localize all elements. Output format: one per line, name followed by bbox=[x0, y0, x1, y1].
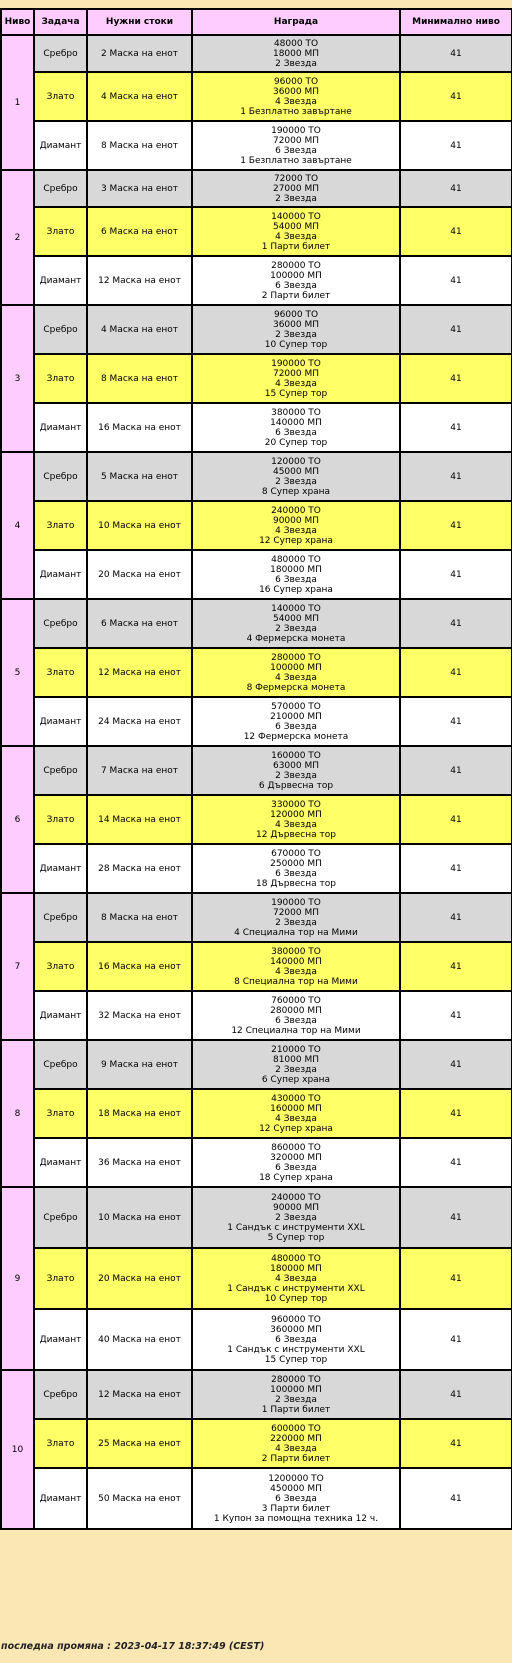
goods-cell: 8 Маска на енот bbox=[87, 354, 192, 403]
reward-line: 480000 TO bbox=[271, 1253, 321, 1264]
reward-line: 1 Купон за помощна техника 12 ч. bbox=[213, 1513, 379, 1524]
table-row bbox=[1, 893, 512, 942]
task-cell: Диамант bbox=[34, 1138, 87, 1187]
reward-line: 100000 МП bbox=[270, 270, 322, 281]
table-row bbox=[1, 697, 512, 746]
reward-line: 6 Звезда bbox=[275, 1162, 317, 1173]
reward-line: 1 Сандък с инструменти XXL bbox=[227, 1344, 365, 1355]
task-cell: Сребро bbox=[34, 1040, 87, 1089]
reward-line: 1 Парти билет bbox=[261, 241, 331, 252]
reward-cell bbox=[192, 1138, 400, 1187]
reward-line: 240000 TO bbox=[271, 1192, 321, 1203]
goods-cell: 8 Маска на енот bbox=[87, 893, 192, 942]
reward-cell bbox=[192, 746, 400, 795]
task-cell: Сребро bbox=[34, 452, 87, 501]
reward-line: 6 Звезда bbox=[275, 721, 317, 732]
reward-line: 480000 TO bbox=[271, 554, 321, 565]
min-level-cell: 41 bbox=[400, 35, 512, 72]
reward-line: 27000 МП bbox=[272, 183, 320, 194]
min-level-cell: 41 bbox=[400, 1370, 512, 1419]
min-level-cell: 41 bbox=[400, 991, 512, 1040]
reward-line: 2 Звезда bbox=[275, 58, 317, 69]
reward-line: 20 Супер тор bbox=[264, 437, 328, 448]
min-level-cell: 41 bbox=[400, 452, 512, 501]
table-row bbox=[1, 1370, 512, 1419]
reward-line: 450000 МП bbox=[270, 1483, 322, 1494]
task-cell: Диамант bbox=[34, 697, 87, 746]
min-level-cell: 41 bbox=[400, 1040, 512, 1089]
reward-line: 1 Безплатно завъртане bbox=[240, 155, 352, 166]
min-level-cell: 41 bbox=[400, 893, 512, 942]
goods-cell: 8 Маска на енот bbox=[87, 121, 192, 170]
reward-line: 12 Супер храна bbox=[259, 535, 333, 546]
reward-line: 280000 TO bbox=[271, 652, 321, 663]
task-cell: Диамант bbox=[34, 991, 87, 1040]
goods-cell: 10 Маска на енот bbox=[87, 1187, 192, 1248]
reward-line: 12 Супер храна bbox=[259, 1123, 333, 1134]
goods-cell: 50 Маска на енот bbox=[87, 1468, 192, 1529]
min-level-cell: 41 bbox=[400, 354, 512, 403]
task-cell: Злато bbox=[34, 72, 87, 121]
task-cell: Сребро bbox=[34, 170, 87, 207]
reward-cell bbox=[192, 942, 400, 991]
min-level-cell: 41 bbox=[400, 844, 512, 893]
reward-cell bbox=[192, 1370, 400, 1419]
reward-line: 96000 TO bbox=[273, 309, 319, 320]
reward-line: 2 Звезда bbox=[275, 1394, 317, 1405]
table-row bbox=[1, 550, 512, 599]
level-cell: 2 bbox=[1, 170, 34, 305]
reward-line: 160000 TO bbox=[271, 750, 321, 761]
reward-line: 48000 TO bbox=[273, 38, 319, 49]
reward-line: 760000 TO bbox=[271, 995, 321, 1006]
reward-line: 72000 МП bbox=[272, 135, 320, 146]
reward-line: 240000 TO bbox=[271, 505, 321, 516]
reward-line: 180000 МП bbox=[270, 1263, 322, 1274]
min-level-cell: 41 bbox=[400, 795, 512, 844]
level-cell: 9 bbox=[1, 1187, 34, 1370]
reward-line: 2 Звезда bbox=[275, 1064, 317, 1075]
reward-line: 6 Звезда bbox=[275, 1493, 317, 1504]
min-level-cell: 41 bbox=[400, 1089, 512, 1138]
task-cell: Сребро bbox=[34, 1187, 87, 1248]
reward-line: 90000 МП bbox=[272, 515, 320, 526]
header-goods: Нужни стоки bbox=[87, 9, 192, 35]
reward-line: 18000 МП bbox=[272, 48, 320, 59]
reward-line: 380000 TO bbox=[271, 946, 321, 957]
reward-cell bbox=[192, 1468, 400, 1529]
goods-cell: 12 Маска на енот bbox=[87, 256, 192, 305]
task-cell: Диамант bbox=[34, 121, 87, 170]
reward-line: 6 Звезда bbox=[275, 280, 317, 291]
reward-line: 6 Звезда bbox=[275, 574, 317, 585]
level-cell: 8 bbox=[1, 1040, 34, 1187]
reward-cell bbox=[192, 1309, 400, 1370]
reward-cell bbox=[192, 256, 400, 305]
reward-line: 320000 МП bbox=[270, 1152, 322, 1163]
min-level-cell: 41 bbox=[400, 207, 512, 256]
min-level-cell: 41 bbox=[400, 1309, 512, 1370]
goods-cell: 20 Маска на енот bbox=[87, 1248, 192, 1309]
reward-cell bbox=[192, 354, 400, 403]
reward-line: 570000 TO bbox=[271, 701, 321, 712]
reward-line: 670000 TO bbox=[271, 848, 321, 859]
table-row bbox=[1, 170, 512, 207]
goods-cell: 16 Маска на енот bbox=[87, 942, 192, 991]
reward-line: 81000 МП bbox=[272, 1054, 320, 1065]
tasks-table bbox=[0, 8, 512, 1530]
reward-line: 16 Супер храна bbox=[259, 584, 333, 595]
reward-line: 160000 МП bbox=[270, 1103, 322, 1114]
reward-line: 4 Звезда bbox=[275, 378, 317, 389]
reward-line: 54000 МП bbox=[272, 221, 320, 232]
reward-line: 120000 МП bbox=[270, 809, 322, 820]
reward-cell bbox=[192, 795, 400, 844]
table-row bbox=[1, 991, 512, 1040]
min-level-cell: 41 bbox=[400, 403, 512, 452]
task-cell: Сребро bbox=[34, 305, 87, 354]
min-level-cell: 41 bbox=[400, 1138, 512, 1187]
reward-line: 6 Звезда bbox=[275, 427, 317, 438]
task-cell: Диамант bbox=[34, 844, 87, 893]
reward-line: 45000 МП bbox=[272, 466, 320, 477]
reward-line: 4 Звезда bbox=[275, 819, 317, 830]
goods-cell: 18 Маска на енот bbox=[87, 1089, 192, 1138]
table-row bbox=[1, 1138, 512, 1187]
task-cell: Злато bbox=[34, 795, 87, 844]
reward-line: 280000 TO bbox=[271, 260, 321, 271]
task-cell: Злато bbox=[34, 1419, 87, 1468]
table-row bbox=[1, 599, 512, 648]
reward-cell bbox=[192, 207, 400, 256]
reward-cell bbox=[192, 1040, 400, 1089]
goods-cell: 4 Маска на енот bbox=[87, 72, 192, 121]
reward-line: 190000 TO bbox=[271, 125, 321, 136]
min-level-cell: 41 bbox=[400, 121, 512, 170]
reward-cell bbox=[192, 305, 400, 354]
reward-cell bbox=[192, 1419, 400, 1468]
min-level-cell: 41 bbox=[400, 1187, 512, 1248]
reward-line: 140000 TO bbox=[271, 603, 321, 614]
reward-line: 4 Звезда bbox=[275, 1113, 317, 1124]
task-cell: Злато bbox=[34, 1248, 87, 1309]
reward-line: 2 Звезда bbox=[275, 917, 317, 928]
header-level: Ниво bbox=[1, 9, 34, 35]
goods-cell: 28 Маска на енот bbox=[87, 844, 192, 893]
reward-line: 2 Звезда bbox=[275, 476, 317, 487]
goods-cell: 2 Маска на енот bbox=[87, 35, 192, 72]
last-modified-footer: последна промяна : 2023-04-17 18:37:49 (CEST) bbox=[1, 1641, 265, 1652]
reward-line: 8 Фермерска монета bbox=[246, 682, 346, 693]
reward-line: 2 Звезда bbox=[275, 329, 317, 340]
reward-line: 8 Специална тор на Мими bbox=[234, 976, 358, 987]
min-level-cell: 41 bbox=[400, 942, 512, 991]
table-row bbox=[1, 1248, 512, 1309]
reward-line: 15 Супер тор bbox=[264, 1354, 328, 1365]
reward-line: 190000 TO bbox=[271, 358, 321, 369]
reward-line: 12 Фермерска монета bbox=[243, 731, 349, 742]
reward-line: 72000 МП bbox=[272, 368, 320, 379]
reward-line: 1 Сандък с инструменти XXL bbox=[227, 1222, 365, 1233]
reward-line: 8 Супер храна bbox=[261, 486, 331, 497]
reward-line: 120000 TO bbox=[271, 456, 321, 467]
reward-line: 4 Звезда bbox=[275, 1273, 317, 1284]
task-cell: Диамант bbox=[34, 1468, 87, 1529]
table-row bbox=[1, 72, 512, 121]
reward-cell bbox=[192, 121, 400, 170]
tasks-body bbox=[1, 35, 512, 1529]
goods-cell: 32 Маска на енот bbox=[87, 991, 192, 1040]
min-level-cell: 41 bbox=[400, 256, 512, 305]
min-level-cell: 41 bbox=[400, 697, 512, 746]
reward-line: 210000 МП bbox=[270, 711, 322, 722]
table-row bbox=[1, 256, 512, 305]
reward-cell bbox=[192, 452, 400, 501]
reward-line: 140000 TO bbox=[271, 211, 321, 222]
task-cell: Злато bbox=[34, 648, 87, 697]
reward-cell bbox=[192, 599, 400, 648]
goods-cell: 40 Маска на енот bbox=[87, 1309, 192, 1370]
level-cell: 10 bbox=[1, 1370, 34, 1529]
goods-cell: 4 Маска на енот bbox=[87, 305, 192, 354]
reward-line: 4 Звезда bbox=[275, 1443, 317, 1454]
reward-line: 380000 TO bbox=[271, 407, 321, 418]
reward-line: 4 Специална тор на Мими bbox=[234, 927, 358, 938]
reward-line: 2 Звезда bbox=[275, 193, 317, 204]
reward-line: 90000 МП bbox=[272, 1202, 320, 1213]
reward-line: 12 Специална тор на Мими bbox=[231, 1025, 361, 1036]
goods-cell: 25 Маска на енот bbox=[87, 1419, 192, 1468]
reward-line: 4 Звезда bbox=[275, 966, 317, 977]
task-cell: Злато bbox=[34, 501, 87, 550]
table-row bbox=[1, 121, 512, 170]
table-row bbox=[1, 207, 512, 256]
goods-cell: 14 Маска на енот bbox=[87, 795, 192, 844]
goods-cell: 10 Маска на енот bbox=[87, 501, 192, 550]
task-cell: Злато bbox=[34, 942, 87, 991]
reward-line: 220000 МП bbox=[270, 1433, 322, 1444]
table-row bbox=[1, 1309, 512, 1370]
reward-cell bbox=[192, 403, 400, 452]
reward-line: 15 Супер тор bbox=[264, 388, 328, 399]
reward-line: 5 Супер тор bbox=[267, 1232, 325, 1243]
task-cell: Сребро bbox=[34, 1370, 87, 1419]
min-level-cell: 41 bbox=[400, 170, 512, 207]
task-cell: Сребро bbox=[34, 746, 87, 795]
goods-cell: 36 Маска на енот bbox=[87, 1138, 192, 1187]
min-level-cell: 41 bbox=[400, 1248, 512, 1309]
reward-line: 4 Звезда bbox=[275, 672, 317, 683]
reward-cell bbox=[192, 893, 400, 942]
reward-line: 4 Звезда bbox=[275, 96, 317, 107]
reward-line: 250000 МП bbox=[270, 858, 322, 869]
goods-cell: 6 Маска на енот bbox=[87, 207, 192, 256]
task-cell: Злато bbox=[34, 207, 87, 256]
header-reward: Награда bbox=[192, 9, 400, 35]
reward-cell bbox=[192, 35, 400, 72]
reward-line: 100000 МП bbox=[270, 1384, 322, 1395]
reward-line: 6 Супер храна bbox=[261, 1074, 331, 1085]
reward-line: 2 Звезда bbox=[275, 1212, 317, 1223]
min-level-cell: 41 bbox=[400, 1468, 512, 1529]
goods-cell: 6 Маска на енот bbox=[87, 599, 192, 648]
reward-cell bbox=[192, 1248, 400, 1309]
table-row bbox=[1, 844, 512, 893]
reward-line: 3 Парти билет bbox=[261, 1503, 331, 1514]
reward-cell bbox=[192, 697, 400, 746]
reward-line: 1 Безплатно завъртане bbox=[240, 106, 352, 117]
header-row bbox=[1, 9, 512, 35]
reward-cell bbox=[192, 170, 400, 207]
reward-line: 2 Парти билет bbox=[261, 1453, 331, 1464]
reward-line: 860000 TO bbox=[271, 1142, 321, 1153]
level-cell: 6 bbox=[1, 746, 34, 893]
min-level-cell: 41 bbox=[400, 550, 512, 599]
reward-line: 2 Звезда bbox=[275, 770, 317, 781]
level-cell: 1 bbox=[1, 35, 34, 170]
reward-line: 36000 МП bbox=[272, 319, 320, 330]
reward-line: 430000 TO bbox=[271, 1093, 321, 1104]
reward-line: 6 Звезда bbox=[275, 1334, 317, 1345]
reward-line: 6 Звезда bbox=[275, 868, 317, 879]
level-cell: 5 bbox=[1, 599, 34, 746]
reward-cell bbox=[192, 501, 400, 550]
table-row bbox=[1, 1089, 512, 1138]
reward-line: 100000 МП bbox=[270, 662, 322, 673]
task-cell: Сребро bbox=[34, 893, 87, 942]
min-level-cell: 41 bbox=[400, 648, 512, 697]
task-cell: Злато bbox=[34, 354, 87, 403]
reward-line: 6 Звезда bbox=[275, 1015, 317, 1026]
reward-line: 600000 TO bbox=[271, 1423, 321, 1434]
reward-line: 10 Супер тор bbox=[264, 1293, 328, 1304]
goods-cell: 7 Маска на енот bbox=[87, 746, 192, 795]
table-row bbox=[1, 305, 512, 354]
task-cell: Злато bbox=[34, 1089, 87, 1138]
table-row bbox=[1, 35, 512, 72]
reward-line: 360000 МП bbox=[270, 1324, 322, 1335]
table-row bbox=[1, 354, 512, 403]
level-cell: 4 bbox=[1, 452, 34, 599]
reward-cell bbox=[192, 1089, 400, 1138]
reward-line: 18 Дървесна тор bbox=[256, 878, 336, 889]
reward-cell bbox=[192, 550, 400, 599]
min-level-cell: 41 bbox=[400, 501, 512, 550]
header-min-level: Минимално ниво bbox=[400, 9, 512, 35]
table-row bbox=[1, 795, 512, 844]
reward-line: 6 Дървесна тор bbox=[258, 780, 334, 791]
reward-line: 63000 МП bbox=[272, 760, 320, 771]
table-row bbox=[1, 501, 512, 550]
table-row bbox=[1, 1419, 512, 1468]
reward-cell bbox=[192, 1187, 400, 1248]
reward-line: 280000 МП bbox=[270, 1005, 322, 1016]
reward-line: 190000 TO bbox=[271, 897, 321, 908]
reward-line: 54000 МП bbox=[272, 613, 320, 624]
reward-line: 1 Парти билет bbox=[261, 1404, 331, 1415]
table-row bbox=[1, 1187, 512, 1248]
table-row bbox=[1, 746, 512, 795]
goods-cell: 9 Маска на енот bbox=[87, 1040, 192, 1089]
reward-line: 4 Звезда bbox=[275, 525, 317, 536]
reward-line: 10 Супер тор bbox=[264, 339, 328, 350]
min-level-cell: 41 bbox=[400, 1419, 512, 1468]
goods-cell: 12 Маска на енот bbox=[87, 648, 192, 697]
goods-cell: 3 Маска на енот bbox=[87, 170, 192, 207]
min-level-cell: 41 bbox=[400, 599, 512, 648]
task-cell: Диамант bbox=[34, 256, 87, 305]
goods-cell: 16 Маска на енот bbox=[87, 403, 192, 452]
task-cell: Сребро bbox=[34, 599, 87, 648]
table-row bbox=[1, 942, 512, 991]
goods-cell: 20 Маска на енот bbox=[87, 550, 192, 599]
reward-line: 96000 TO bbox=[273, 76, 319, 87]
table-row bbox=[1, 452, 512, 501]
task-cell: Сребро bbox=[34, 35, 87, 72]
task-cell: Диамант bbox=[34, 1309, 87, 1370]
reward-line: 2 Звезда bbox=[275, 623, 317, 634]
header-task: Задача bbox=[34, 9, 87, 35]
goods-cell: 12 Маска на енот bbox=[87, 1370, 192, 1419]
goods-cell: 5 Маска на енот bbox=[87, 452, 192, 501]
reward-line: 960000 TO bbox=[271, 1314, 321, 1325]
min-level-cell: 41 bbox=[400, 72, 512, 121]
reward-line: 210000 TO bbox=[271, 1044, 321, 1055]
reward-line: 18 Супер храна bbox=[259, 1172, 333, 1183]
table-row bbox=[1, 1040, 512, 1089]
reward-line: 280000 TO bbox=[271, 1374, 321, 1385]
reward-line: 1 Сандък с инструменти XXL bbox=[227, 1283, 365, 1294]
reward-line: 180000 МП bbox=[270, 564, 322, 575]
reward-line: 4 Звезда bbox=[275, 231, 317, 242]
reward-line: 6 Звезда bbox=[275, 145, 317, 156]
reward-line: 36000 МП bbox=[272, 86, 320, 97]
reward-line: 140000 МП bbox=[270, 956, 322, 967]
min-level-cell: 41 bbox=[400, 746, 512, 795]
level-cell: 3 bbox=[1, 305, 34, 452]
reward-line: 2 Парти билет bbox=[261, 290, 331, 301]
reward-cell bbox=[192, 844, 400, 893]
reward-line: 1200000 TO bbox=[268, 1473, 324, 1484]
reward-cell bbox=[192, 991, 400, 1040]
reward-line: 330000 TO bbox=[271, 799, 321, 810]
reward-line: 4 Фермерска монета bbox=[246, 633, 346, 644]
goods-cell: 24 Маска на енот bbox=[87, 697, 192, 746]
min-level-cell: 41 bbox=[400, 305, 512, 354]
reward-line: 12 Дървесна тор bbox=[256, 829, 336, 840]
task-cell: Диамант bbox=[34, 550, 87, 599]
table-row bbox=[1, 648, 512, 697]
reward-line: 72000 МП bbox=[272, 907, 320, 918]
task-cell: Диамант bbox=[34, 403, 87, 452]
level-cell: 7 bbox=[1, 893, 34, 1040]
reward-line: 72000 TO bbox=[273, 173, 319, 184]
reward-line: 140000 МП bbox=[270, 417, 322, 428]
table-row bbox=[1, 1468, 512, 1529]
reward-cell bbox=[192, 72, 400, 121]
table-row bbox=[1, 403, 512, 452]
reward-cell bbox=[192, 648, 400, 697]
